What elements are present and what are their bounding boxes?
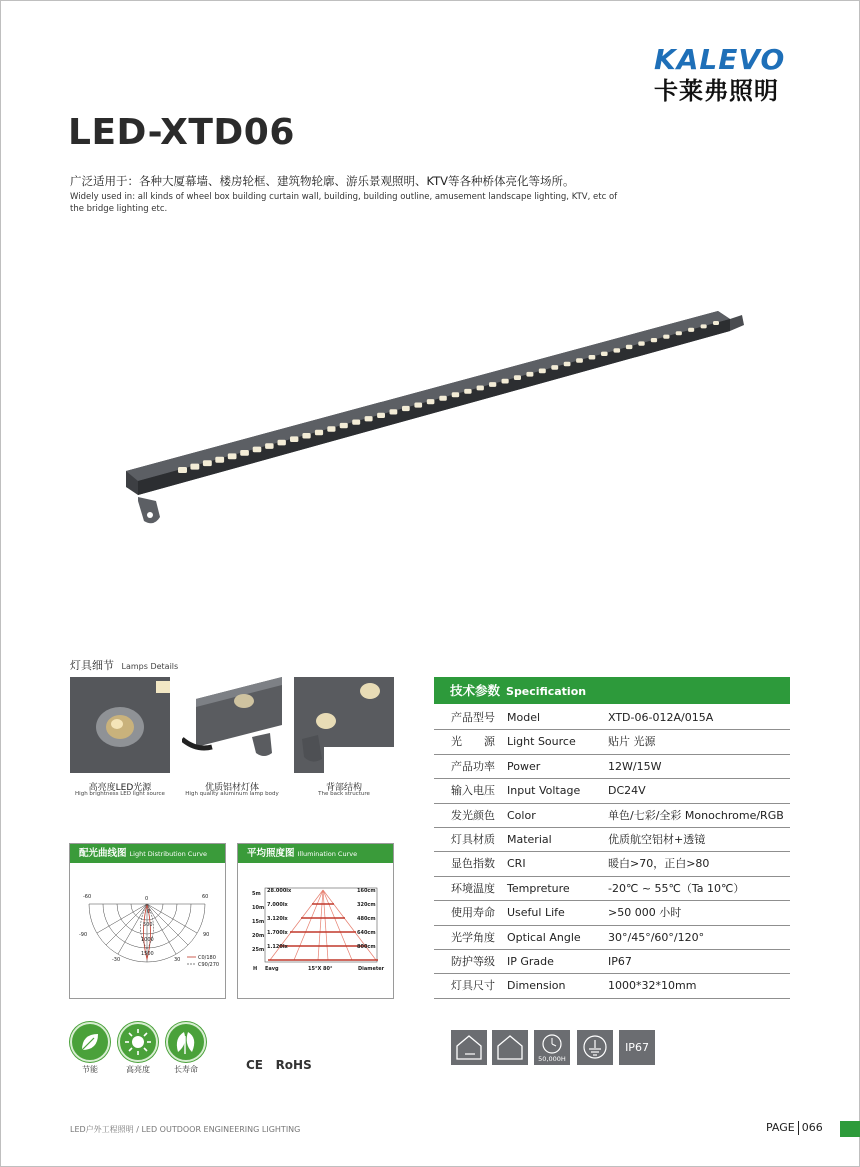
led-dot [539, 369, 546, 374]
led-dot [489, 382, 496, 387]
spec-en: Model [507, 711, 541, 724]
spec-val: 优质航空铝材+透镜 [608, 832, 706, 846]
intro-cn: 广泛适用于：各种大厦幕墙、楼房轮框、建筑物轮廓、游乐景观照明、KTV等各种桥体亮化等场所。 [70, 174, 575, 188]
spec-en: Power [507, 759, 541, 773]
spec-row [434, 730, 790, 754]
lamp-photo-body [182, 677, 282, 773]
illum-footer-diameter: Diameter [358, 966, 385, 972]
led-dot [452, 392, 460, 397]
legend-c90: C90/270 [198, 962, 220, 968]
lifetime-hours-text: 50,000H [538, 1055, 566, 1063]
spec-en: Dimension [507, 979, 566, 993]
spec-cn: 显色指数 [451, 857, 495, 871]
spec-cn: 灯具尺寸 [451, 979, 495, 993]
spec-row [434, 779, 790, 803]
spec-val: 暖白>70，正白>80 [608, 857, 710, 871]
feature-label-energy: 节能 [82, 1065, 98, 1074]
spec-cn: 光 源 [451, 735, 495, 749]
ring-label: 1500 [141, 951, 154, 957]
leaf-icon [70, 1022, 110, 1062]
feature-label-brightness: 高亮度 [126, 1065, 150, 1074]
spec-val: IP67 [608, 954, 632, 968]
led-dot [614, 348, 621, 352]
led-dot [414, 403, 422, 408]
spec-en: Material [507, 832, 552, 846]
feature-label-lifespan: 长寿命 [174, 1065, 198, 1074]
lamp-caption-body-en: High quality aluminum lamp body [185, 791, 279, 797]
illum-lux: 3.120lx [267, 916, 288, 922]
spec-en: Optical Angle [507, 930, 581, 944]
led-dot [663, 335, 669, 339]
spec-val: -20℃ ~ 55℃（Ta 10℃） [608, 881, 745, 895]
spec-row [434, 950, 790, 974]
angle-label: 0 [145, 896, 149, 902]
lamp-photo-led [70, 677, 170, 773]
illum-footer-eavg: Eavg [265, 966, 279, 972]
led-dot [203, 460, 212, 466]
led-dot [676, 331, 682, 335]
ring-label: 1000 [141, 937, 154, 943]
led-dot [427, 399, 435, 404]
angle-label: 60 [202, 894, 209, 900]
illum-h: 10m [252, 905, 265, 911]
spec-title-cn: 技术参数 [450, 683, 501, 698]
led-dot [564, 362, 571, 367]
spec-val: XTD-06-012A/015A [608, 711, 714, 724]
led-dot [601, 352, 608, 356]
led-dot [551, 365, 558, 370]
led-dot [340, 423, 348, 428]
spec-row [434, 804, 790, 828]
spec-cn: 输入电压 [451, 784, 495, 798]
mount-bracket [138, 497, 160, 523]
spec-val: 1000*32*10mm [608, 979, 697, 993]
light-distribution-panel [69, 843, 226, 999]
led-dot [228, 453, 237, 459]
spec-val: 贴片 光源 [608, 735, 656, 749]
light-distribution-title-en: Light Distribution Curve [129, 850, 207, 858]
legend-c0: C0/180 [198, 955, 216, 961]
lamps-heading-cn: 灯具细节 [70, 659, 114, 672]
led-dot [439, 396, 447, 401]
led-dot [253, 447, 262, 453]
spec-en: Color [507, 808, 536, 822]
led-dot [290, 436, 298, 442]
spec-en: CRI [507, 857, 526, 871]
spec-cn: 环境温度 [451, 881, 495, 895]
led-dot [477, 386, 484, 391]
illum-footer-angle: 15°X 80° [308, 966, 333, 972]
spec-row [434, 706, 790, 730]
polar-diagram [70, 863, 225, 998]
led-dot [240, 450, 249, 456]
illum-d: 480cm [357, 916, 376, 922]
led-dot [502, 379, 509, 384]
led-dot [190, 464, 199, 470]
spec-en: IP Grade [507, 954, 554, 968]
spec-en: Input Voltage [507, 784, 581, 798]
spec-row [434, 926, 790, 950]
led-dot [352, 420, 360, 425]
illum-h: 15m [252, 919, 265, 925]
certifications [246, 1058, 312, 1072]
lamp-photo-back [294, 677, 394, 773]
outdoor-install-icon [492, 1030, 528, 1065]
ring-label: 0 [147, 909, 151, 915]
illumination-title-en: Illumination Curve [297, 850, 358, 858]
lamp-caption-led-cn: 高亮度LED光源 [88, 783, 152, 793]
spec-row [434, 877, 790, 901]
led-dot [688, 328, 694, 332]
angle-label: -90 [79, 932, 88, 938]
led-dot [514, 375, 521, 380]
spec-val: 12W/15W [608, 759, 662, 773]
illum-h: 5m [252, 891, 261, 897]
led-dot [215, 457, 224, 463]
led-dot [464, 389, 471, 394]
led-dot [265, 443, 274, 449]
angle-label: -60 [83, 894, 92, 900]
angle-label: 90 [203, 932, 210, 938]
lamps-heading-en: Lamps Details [121, 662, 179, 671]
spec-val: >50 000 小时 [608, 906, 682, 920]
spec-val: 30°/45°/60°/120° [608, 930, 705, 944]
spec-en: Useful Life [507, 906, 565, 920]
leaves-icon [166, 1022, 206, 1062]
illum-footer-h: H [253, 966, 258, 972]
spec-cn: 产品型号 [451, 711, 495, 724]
spec-table [434, 706, 790, 999]
spec-title-en: Specification [506, 685, 587, 698]
illum-lux: 1.120lx [267, 944, 288, 950]
led-dot [377, 413, 385, 418]
indoor-install-icon [451, 1030, 487, 1065]
spec-cn: 产品功率 [451, 759, 495, 773]
spec-cn: 发光颜色 [451, 808, 495, 822]
intro-en: Widely used in: all kinds of wheel box building curtain wall, building, building outline, amusement landscape lighting, KTV, etc of the bridge lighting etc. [70, 192, 618, 214]
led-dot [626, 345, 633, 349]
product-bar-image [118, 305, 748, 535]
led-dot [315, 430, 323, 436]
ip-grade-icon: IP67 [619, 1030, 655, 1065]
brand-logo-cjk: 卡莱弗照明 [654, 77, 779, 105]
illum-h: 25m [252, 947, 265, 953]
spec-cn: 使用寿命 [451, 906, 495, 920]
angle-label: 30 [174, 957, 181, 963]
spec-val: DC24V [608, 784, 646, 798]
spec-row [434, 852, 790, 876]
illumination-header [238, 844, 393, 863]
ce-mark: CE [246, 1058, 264, 1072]
led-dot [701, 324, 707, 328]
led-dot [589, 355, 596, 360]
illum-lux: 7.000lx [267, 902, 288, 908]
spec-en: Light Source [507, 735, 576, 749]
spec-val: 单色/七彩/全彩 Monochrome/RGB [608, 808, 784, 822]
led-dot [365, 416, 373, 421]
brand-logo-latin: KALEVO [654, 43, 786, 76]
led-dot [713, 321, 719, 325]
illumination-diagram [238, 863, 393, 998]
led-dot [638, 341, 644, 345]
light-distribution-header [70, 844, 225, 863]
lamp-caption-back-cn: 背部结构 [325, 783, 362, 793]
spec-row [434, 901, 790, 925]
angle-label: -30 [112, 957, 121, 963]
page-number [766, 1121, 823, 1135]
spec-en: Tempreture [507, 881, 570, 895]
spec-header [434, 677, 790, 704]
lamp-caption-led-en: High brightness LED light source [75, 791, 165, 797]
lamp-caption-back-en: The back structure [318, 791, 370, 797]
spec-cn: 防护等级 [451, 954, 495, 968]
led-dot [278, 440, 286, 446]
led-dot [178, 467, 187, 473]
illumination-panel [237, 843, 394, 999]
rohs-mark: RoHS [275, 1058, 312, 1072]
led-dot [302, 433, 310, 439]
illum-lux: 1.700lx [267, 930, 288, 936]
spec-cn: 灯具材质 [451, 832, 495, 846]
product-title: LED-XTD06 [68, 112, 295, 153]
page-label: PAGE [766, 1121, 795, 1134]
corner-accent [840, 1121, 860, 1137]
led-dot [526, 372, 533, 377]
lifetime-hours-icon [534, 1030, 570, 1065]
led-dot [327, 426, 335, 431]
spec-row [434, 828, 790, 852]
sun-icon [118, 1022, 158, 1062]
spec-row [434, 974, 790, 998]
illum-h: 20m [252, 933, 265, 939]
illum-d: 160cm [357, 888, 376, 894]
footer-category: LED户外工程照明 / LED OUTDOOR ENGINEERING LIGHTING [70, 1125, 301, 1134]
illum-d: 640cm [357, 930, 376, 936]
light-distribution-title-cn: 配光曲线图 [79, 848, 127, 859]
led-dot [651, 338, 657, 342]
illumination-title-cn: 平均照度图 [247, 848, 295, 859]
ring-label: 500 [143, 922, 153, 928]
led-dot [402, 406, 410, 411]
illum-lux: 28.000lx [267, 888, 292, 894]
led-dot [576, 358, 583, 363]
page-num: 066 [801, 1121, 823, 1134]
lamp-caption-body-cn: 优质铝材灯体 [204, 783, 259, 793]
ground-icon [577, 1030, 613, 1065]
illum-d: 800cm [357, 944, 376, 950]
illum-d: 320cm [357, 902, 376, 908]
brand-logo [654, 44, 794, 110]
lamps-details-heading [70, 657, 178, 673]
spec-row [434, 755, 790, 779]
spec-cn: 光学角度 [451, 930, 495, 944]
led-dot [390, 409, 398, 414]
